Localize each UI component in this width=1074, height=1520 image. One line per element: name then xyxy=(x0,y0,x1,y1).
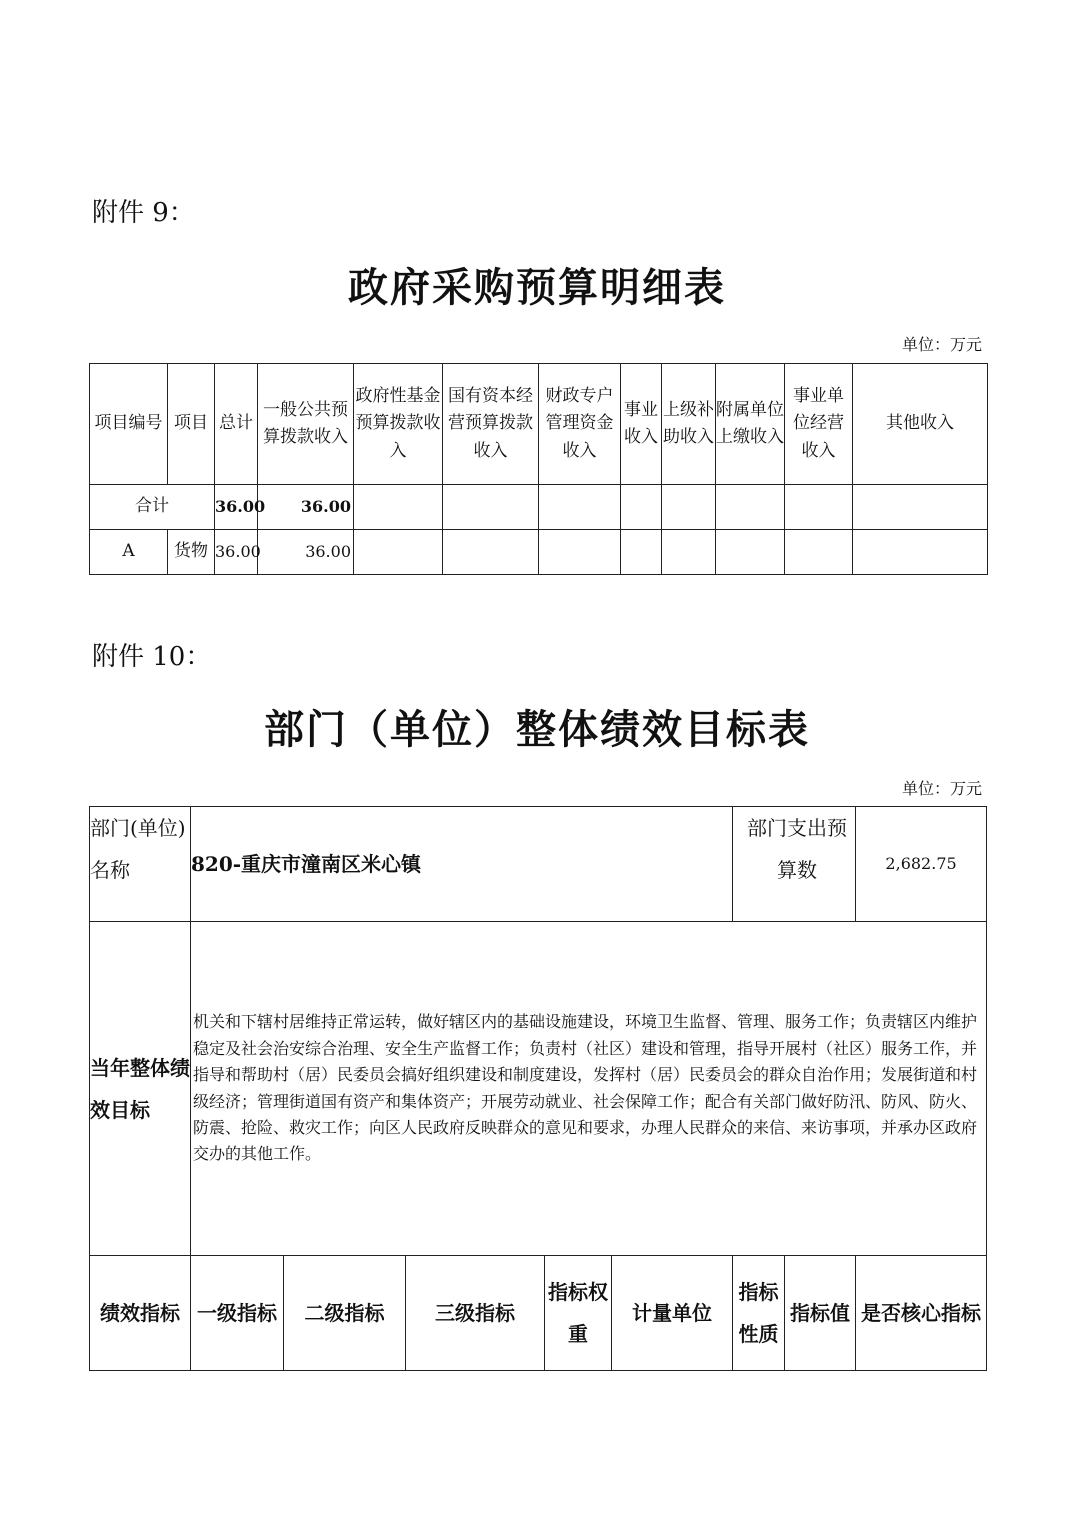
header-cell: 一般公共预算拨款收入 xyxy=(258,364,354,485)
header-cell: 总计 xyxy=(215,364,258,485)
unit-label: 单位：万元 xyxy=(901,335,982,354)
header-cell: 附属单位上缴收入 xyxy=(716,364,785,485)
empty-cell xyxy=(354,530,443,575)
table-row xyxy=(90,530,988,575)
general-budget-cell: 36.00 xyxy=(258,485,354,530)
performance-target-table xyxy=(89,806,987,1371)
goal-text: 机关和下辖村居维持正常运转，做好辖区内的基础设施建设，环境卫生监督、管理、服务工作；负责辖区内维护稳定及社会治安综合治理、安全生产监督工作；负责村（社区）建设和管理，指导开展村（社区）服务工作，并指导和帮助村（居）民委员会搞好组织建设和制度建设，发挥村（居）民委员会的群众自治作用；发展街道和村级经济；管理街道国有资产和集体资产；开展劳动就业、社会保障工作；配合有关部门做好防汛、防风、防火、防震、抢险、救灾工作；向区人民政府反映群众的意见和要求，办理人民群众的来信、来访事项，并承办区政府交办的其他工作。 xyxy=(191,922,987,1256)
total-cell: 36.00 xyxy=(215,530,258,575)
header-cell: 其他收入 xyxy=(853,364,988,485)
goal-label: 当年整体绩效目标 xyxy=(90,922,191,1256)
indicator-header-cell: 一级指标 xyxy=(191,1256,284,1371)
empty-cell xyxy=(716,530,785,575)
empty-cell xyxy=(716,485,785,530)
table-header-row xyxy=(90,364,988,485)
empty-cell xyxy=(539,485,621,530)
empty-cell xyxy=(443,485,539,530)
attachment-9-label: 附件 9： xyxy=(92,198,195,228)
dept-name-value: 820-重庆市潼南区米心镇 xyxy=(191,807,733,922)
procurement-budget-table xyxy=(89,363,988,575)
goal-row xyxy=(90,922,987,1256)
header-cell: 事业单位经营收入 xyxy=(785,364,853,485)
indicator-header-cell: 三级指标 xyxy=(406,1256,545,1371)
header-cell: 项目 xyxy=(168,364,215,485)
item-code-cell: A xyxy=(90,530,168,575)
performance-target-title: 部门（单位）整体绩效目标表 xyxy=(264,706,810,753)
empty-cell xyxy=(621,530,662,575)
empty-cell xyxy=(354,485,443,530)
attachment-10-label: 附件 10： xyxy=(92,642,212,672)
department-row xyxy=(90,807,987,922)
header-cell: 政府性基金预算拨款收入 xyxy=(354,364,443,485)
indicator-header-cell: 绩效指标 xyxy=(90,1256,191,1371)
indicator-header-cell: 二级指标 xyxy=(284,1256,406,1371)
header-cell: 国有资本经营预算拨款收入 xyxy=(443,364,539,485)
indicator-header-cell: 指标值 xyxy=(785,1256,856,1371)
empty-cell xyxy=(785,485,853,530)
general-budget-cell: 36.00 xyxy=(258,530,354,575)
empty-cell xyxy=(662,485,716,530)
empty-cell xyxy=(662,530,716,575)
total-cell: 36.00 xyxy=(215,485,258,530)
unit-label: 单位：万元 xyxy=(901,779,982,798)
dept-name-label: 部门(单位)名称 xyxy=(90,807,191,922)
empty-cell xyxy=(853,485,988,530)
procurement-budget-title: 政府采购预算明细表 xyxy=(348,264,726,311)
empty-cell xyxy=(621,485,662,530)
indicator-header-cell: 指标权重 xyxy=(545,1256,612,1371)
total-row xyxy=(90,485,988,530)
indicator-header-cell: 计量单位 xyxy=(612,1256,733,1371)
empty-cell xyxy=(853,530,988,575)
indicator-header-cell: 是否核心指标 xyxy=(856,1256,987,1371)
empty-cell xyxy=(785,530,853,575)
empty-cell xyxy=(539,530,621,575)
header-cell: 项目编号 xyxy=(90,364,168,485)
header-cell: 上级补助收入 xyxy=(662,364,716,485)
indicator-header-cell: 指标性质 xyxy=(733,1256,785,1371)
total-label: 合计 xyxy=(90,485,215,530)
budget-value: 2,682.75 xyxy=(856,807,987,922)
empty-cell xyxy=(443,530,539,575)
indicator-header-row xyxy=(90,1256,987,1371)
header-cell: 事业收入 xyxy=(621,364,662,485)
item-name-cell: 货物 xyxy=(168,530,215,575)
budget-label: 部门支出预算数 xyxy=(733,807,856,922)
header-cell: 财政专户管理资金收入 xyxy=(539,364,621,485)
